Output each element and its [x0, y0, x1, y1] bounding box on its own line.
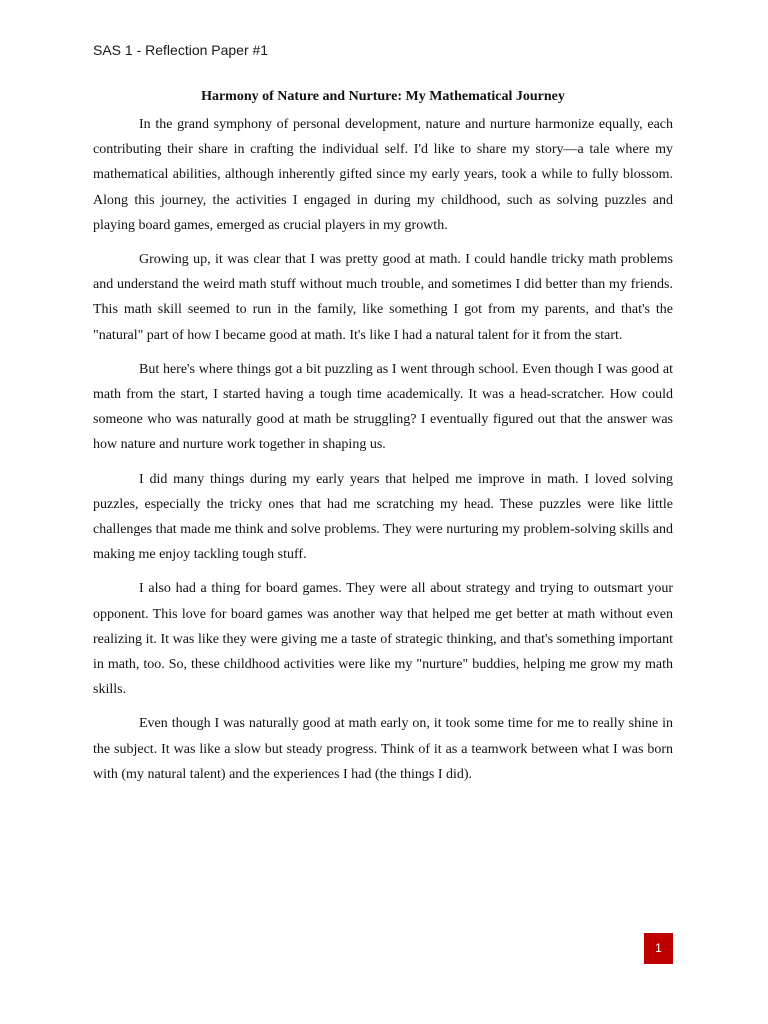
document-body — [93, 112, 673, 796]
paragraph-1: In the grand symphony of personal development, nature and nurture harmonize equally, each contributing their share in crafting the individual self. I'd like to share my story—a tale where my mathematical abilities, although inherently gifted since my early years, took a while to fully blossom. Along this journey, the activities I engaged in during my childhood, such as solving puzzles and playing board games, emerged as crucial players in my growth. — [93, 117, 673, 233]
paragraph-3: But here's where things got a bit puzzling as I went through school. Even though I was good at math from the start, I started having a tough time academically. It was a head-scratcher. How could someone who was naturally good at math be struggling? I eventually figured out that the answer was how nature and nurture work together in shaping us. — [93, 361, 673, 453]
paragraph-2: Growing up, it was clear that I was pretty good at math. I could handle tricky math problems and understand the weird math stuff without much trouble, and sometimes I did better than my friends. This math skill seemed to run in the family, like something I got from my parents, and that's the "natural" part of how I became good at math. It's like I had a natural talent for it from the start. — [93, 252, 673, 343]
document-title: Harmony of Nature and Nurture: My Mathematical Journey — [201, 89, 565, 104]
paragraph-5: I also had a thing for board games. They were all about strategy and trying to outsmart your opponent. This love for board games was another way that helped me get better at math without even realizing it. It was like they were giving me a taste of strategic thinking, and that's something important in math, too. So, these childhood activities were like my "nurture" buddies, helping me grow my math skills. — [93, 581, 673, 698]
running-header: SAS 1 - Reflection Paper #1 — [93, 42, 269, 58]
paragraph-6: Even though I was naturally good at math early on, it took some time for me to really shine in the subject. It was like a slow but steady progress. Think of it as a teamwork between what I was born with (my natural talent) and the experiences I had (the things I did). — [93, 716, 673, 782]
page-number-badge: 1 — [644, 933, 673, 964]
paragraph-4: I did many things during my early years that helped me improve in math. I loved solving puzzles, especially the tricky ones that had me scratching my head. These puzzles were like little challenges that made me think and solve problems. They were nurturing my problem-solving skills and making me enjoy tackling tough stuff. — [93, 471, 673, 563]
